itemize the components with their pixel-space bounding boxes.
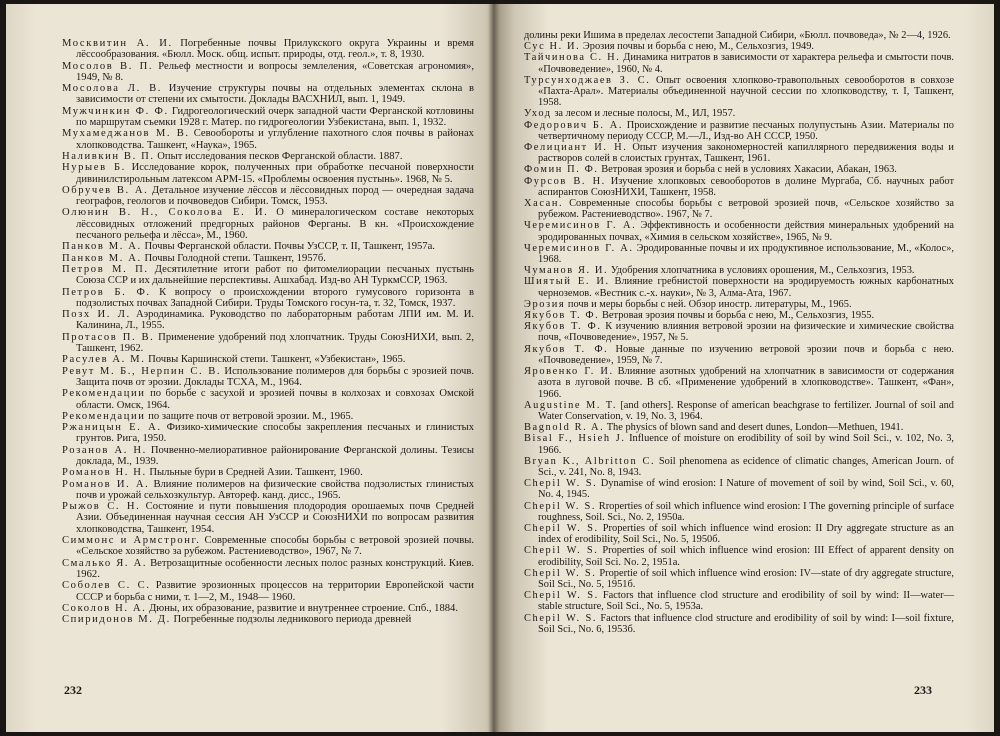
bibliography-entry — [524, 243, 954, 265]
entry-text: Почвы Ферганской области. Почвы УзССР, т. II, Ташкент, 1957а. — [144, 241, 435, 253]
entry-author: Наливкин В. П. — [62, 150, 155, 162]
entry-text: Пыльные бури в Средней Азии. Ташкент, 1960. — [149, 467, 363, 479]
entry-text: Использование полимеров для борьбы с эрозией почв. Защита почв от эрозии. Доклады ТСХА, М., 1964. — [76, 365, 474, 388]
entry-author: Chepil W. S. — [524, 590, 599, 602]
entry-author: Шиятый Е. И. — [524, 276, 610, 288]
entry-author: Ржаницын Е. А. — [62, 422, 162, 434]
bibliography-entry — [62, 535, 474, 558]
entry-text: почв и меры борьбы с ней. Обзор иностр. литературы, М., 1965. — [567, 298, 852, 310]
entry-author: Турсунходжаев З. С. — [524, 74, 651, 86]
entry-author: Чуманов Я. И. — [524, 265, 609, 277]
bibliography-entry — [524, 456, 954, 478]
entry-text: [and others]. Response of american beachgrase to fertilizer. Journal of soil and Water Conservation, v. 19, No. 3, 1964. — [538, 399, 954, 422]
bibliography-entry — [524, 108, 954, 119]
bibliography-entry — [62, 614, 474, 625]
entry-text: Удобрения хлопчатника в условиях орошения, М., Сельхозгиз, 1953. — [610, 265, 915, 277]
entry-text: К вопросу о происхождении второго гумусового горизонта в подзолистых почвах Западной Сибири. Труды Томского госун-та, т. 32, Томск, 1937. — [76, 286, 474, 309]
bibliography-entry — [524, 523, 954, 545]
entry-text: Soil phenomena as ecidence of climatic changes, American Journ. of Sci., v. 241, No. 8, 1943. — [538, 455, 954, 478]
entry-author: Chepil W. S. — [524, 522, 599, 534]
bibliography-entry — [62, 61, 474, 84]
entry-text: Севообороты и углубление пахотного слоя почвы в районах хлопководства. Ташкент, «Наука», 1965. — [76, 128, 474, 151]
entry-text: Почвы Каршинской степи. Ташкент, «Узбекистан», 1965. — [148, 354, 406, 366]
bibliography-entry — [62, 207, 474, 241]
entry-text: Ветрозащитные особенности лесных полос разных конструкций. Киев. 1962. — [76, 557, 474, 580]
bibliography-entry — [62, 83, 474, 106]
entry-text: по защите почв от ветровой эрозии. М., 1965. — [148, 410, 354, 422]
entry-author: Розанов А. Н. — [62, 444, 147, 456]
entry-author: Обручев В. А. — [62, 184, 149, 196]
entry-author: Федорович Б. А. — [524, 119, 624, 131]
bibliography-entry — [524, 52, 954, 74]
entry-text: Гидрогеологический очерк западной части Ферганской котловины по маршрутам съемки 1928 г. Матер. по гидрогеологии Узбекистана, вып. 1, 1932. — [76, 105, 474, 129]
entry-text: Почвы Голодной степи. Ташкент, 1957б. — [144, 252, 326, 264]
entry-author: Тайчинова С. Н. — [524, 52, 621, 64]
entry-text: Динамика нитратов в зависимости от характера рельефа и смытости почв. «Почвоведение», 1960, № 4. — [538, 52, 954, 75]
bibliography-entry — [524, 120, 954, 142]
entry-text: Физико-химические способы закрепления песчаных и глинистых грунтов. Рига, 1950. — [76, 422, 474, 445]
entry-text: Опыт освоения хлопково-травопольных севооборотов в совхозе «Пахта-Арал». Материалы объединенной научной сессии по хлопководству, т. I, Ташкент, 1958. — [538, 74, 954, 109]
entry-text: Происхождение и развитие песчаных полупустынь Азии. Материалы по четвертичному периоду СССР, М.—Л., Изд-во АН СССР, 1950. — [538, 119, 954, 142]
bibliography-list — [62, 38, 474, 625]
bibliography-entry — [62, 467, 474, 478]
bibliography-entry — [62, 445, 474, 468]
bibliography-entry — [524, 41, 954, 52]
entry-text: Изучение хлопковых севооборотов в долине Мургаба, Сб. научных работ аспирантов СоюзНИХИ, Ташкент, 1958. — [538, 175, 954, 198]
entry-text: Propertie of soil which influence wind erosion: IV—state of dry aggregate structure, Soil Sci., No. 5, 1951б. — [538, 567, 954, 590]
entry-author: Сус Н. И. — [524, 41, 581, 53]
entry-text: Погребенные подзолы ледникового периода древней — [173, 614, 412, 626]
entry-text: Современные способы борьбы с ветровой эрозией почвы. «Сельское хозяйство за рубежом. Растениеводство», 1967, № 7. — [76, 535, 475, 558]
entry-author: Смалько Я. А. — [62, 557, 148, 569]
bibliography-entry — [62, 354, 474, 365]
bibliography-entry — [524, 176, 954, 198]
page-number: 232 — [64, 683, 82, 697]
entry-author: Симмонс и Армстронг. — [62, 535, 201, 547]
entry-author: Романов И. А. — [62, 478, 150, 490]
bibliography-entry — [62, 264, 474, 287]
entry-text: Влияние гребнистой поверхности на эродируемость южных карбонатных черноземов. «Вестник с.-х. науки», № 3, Алма-Ата, 1967. — [538, 276, 954, 299]
bibliography-entry — [524, 198, 954, 220]
entry-text: Погребенные почвы Прилукского округа Украины и время лёссообразования. «Бюлл. Моск. общ. испыт. природы, отд. геол.», т. 8, 1930. — [76, 38, 474, 61]
entry-author: Москвитин А. И. — [62, 38, 173, 49]
bibliography-entry — [524, 366, 954, 400]
entry-author: Фомин П. Ф. — [524, 164, 599, 176]
entry-text: Factors that influence clod structure and erodibility of soil by wind: I—soil fixture, Soil Sci., No. 6, 1953б. — [538, 612, 954, 635]
entry-author: Уход — [524, 108, 552, 120]
bibliography-entry — [524, 590, 954, 612]
entry-author: Якубов Т. Ф. — [524, 310, 600, 322]
bibliography-entry — [524, 276, 954, 298]
entry-text: Применение удобрений под хлопчатник. Труды СоюзНИХИ, вып. 2, Ташкент, 1962. — [76, 331, 474, 355]
bibliography-list — [524, 30, 954, 635]
entry-author: Рекомендации — [62, 388, 146, 400]
entry-text: по борьбе с засухой и эрозией почвы в колхозах и совхозах Омской области. Омск, 1964. — [76, 388, 474, 411]
bibliography-entry — [524, 422, 954, 433]
bibliography-entry — [524, 220, 954, 242]
entry-author: Позх И. Л. — [62, 309, 131, 321]
entry-author: Олюнин В. Н., Соколова Е. И. — [62, 207, 269, 219]
entry-text: Эффективность и особенности действия минеральных удобрений на эродированных почвах, «Химия в сельском хозяйстве», 1965, № 9. — [538, 220, 955, 243]
entry-author: Bagnold R. A. — [524, 422, 605, 434]
bibliography-entry — [62, 309, 474, 332]
entry-text: Развитие эрозионных процессов на территории Европейской части СССР и борьба с ними, т. 1—2, М., 1948— 1960. — [76, 580, 474, 603]
entry-text: Factors that influence clod structure and erodibility of soil by wind: II—water—stable structure, Soil Sci., No. 5, 1953a. — [538, 590, 954, 613]
entry-author: Мосолова Л. В. — [62, 83, 163, 95]
entry-text: Аэродинамика. Руководство по лабораторным работам ЛПИ им. М. И. Калинина, Л., 1955. — [76, 309, 475, 332]
entry-author: Протасов П. В. — [62, 331, 155, 343]
entry-text: Состояние и пути повышения плодородия орошаемых почв Средней Азии. Объединенная научная сессия АН УзССР и СоюзНИХИ по вопросам развития хлопководства, Ташкент, 1954. — [76, 501, 474, 535]
entry-author: Фурсов В. Н. — [524, 175, 606, 187]
entry-text: Новые данные по изучению ветровой эрозии почв и борьба с нею. «Почвоведение», 1959, № 7. — [538, 343, 955, 366]
entry-text: Влияние азотных удобрений на хлопчатник в зависимости от содержания азота в луговой почве. В сб. «Применение удобрений в хлопководстве». Ташкент, «Фан», 1966. — [538, 366, 955, 400]
bibliography-entry — [62, 241, 474, 252]
entry-author: Bryan K., Albritton C. — [524, 455, 656, 467]
entry-text: О минералогическом составе некоторых лёссовидных отложений предгорных районов Ферганы. В кн. «Происхождение песчаного рельефа и лёсса», М., 1960. — [76, 207, 475, 242]
bibliography-entry — [62, 580, 474, 603]
entry-text: Опыт исследования песков Ферганской области. 1887. — [157, 150, 403, 162]
entry-author: Нурыев Б. — [62, 162, 126, 174]
bibliography-entry — [62, 479, 474, 502]
entry-author: Chepil W. S. — [524, 612, 598, 624]
entry-author: Хасан. — [524, 198, 564, 210]
bibliography-entry — [62, 106, 474, 129]
bibliography-entry — [62, 501, 474, 535]
entry-author: Chepil W. S. — [524, 478, 598, 490]
bibliography-entry — [62, 558, 474, 581]
bibliography-entry — [62, 185, 474, 208]
entry-author: Яровенко Г. И. — [524, 366, 614, 378]
bibliography-entry — [62, 287, 474, 310]
entry-author: Черемисинов Г. А. — [524, 242, 634, 254]
bibliography-entry — [524, 568, 954, 590]
entry-text: Properties of soil which influence wind erosion: III Effect of apparent density on erodibility, Soil Sci. No. 2, 1951a. — [538, 545, 954, 568]
entry-author: Augustine M. T. — [524, 399, 618, 411]
entry-author: Chepil W. S. — [524, 500, 597, 512]
bibliography-entry — [62, 128, 474, 151]
entry-author: Фелициант И. Н. — [524, 142, 628, 154]
bibliography-entry — [524, 265, 954, 276]
bibliography-entry — [524, 142, 954, 164]
entry-author: Эрозия — [524, 298, 566, 310]
entry-text: за лесом и лесные полосы, М., ИЛ, 1957. — [554, 108, 736, 120]
entry-text: Влияние полимеров на физические свойства подзолистых глинистых почв и урожай сельхозкультур. Автореф. канд. дисс., 1965. — [76, 478, 474, 501]
entry-text: Опыт изучения закономерностей капиллярного передвижения воды и растворов солей в слоистых грунтах, Ташкент, 1961. — [538, 142, 954, 165]
entry-text: Dynamise of wind erosion: I Nature of movement of soil by wind, Soil Sci., v. 60, No. 4, 1945. — [538, 478, 954, 501]
entry-author: Панков М. А. — [62, 241, 142, 253]
bibliography-entry — [62, 38, 474, 61]
entry-author: Рыжов С. Н. — [62, 501, 141, 513]
bibliography-entry — [524, 344, 954, 366]
bibliography-entry — [62, 603, 474, 614]
entry-text: Десятилетние итоги работ по фитомелиорации песчаных пустынь Союза ССР и их дальнейшие перспективы. Ашхабад. Изд-во АН ТуркмССР, 1963. — [76, 263, 475, 287]
entry-author: Якубов Т. Ф. — [524, 343, 609, 355]
bibliography-entry — [524, 400, 954, 422]
bibliography-entry — [524, 321, 954, 343]
bibliography-entry — [524, 75, 954, 109]
entry-text: Исследование корок, полученных при обработке песчаной поверхности дивинилстирольным латексом АРМ-15. «Проблемы освоения пустынь». 1968, № 5. — [76, 162, 474, 185]
entry-author: Рекомендации — [62, 410, 146, 422]
entry-text: Ветровая эрозия почвы и борьба с нею, М., Сельхозгиз, 1955. — [602, 310, 875, 322]
entry-text: Influence of moisture on erodibility of soil by wind Soil Sci., v. 102, No. 3, 1966. — [538, 433, 954, 456]
bibliography-entry — [524, 164, 954, 175]
entry-text: Эрозия почвы и борьба с нею, М., Сельхозгиз, 1949. — [582, 41, 815, 53]
entry-text: Ветровая эрозия и борьба с ней в условиях Хакасии, Абакан, 1963. — [601, 164, 897, 176]
entry-text: К изучению влияния ветровой эрозии на физические и химические свойства почв, «Почвоведение», 1957, № 5. — [538, 321, 954, 344]
entry-author: Мосолов В. П. — [62, 60, 154, 72]
entry-author: Петров Б. Ф. — [62, 286, 151, 298]
entry-author: Петров М. П. — [62, 263, 149, 275]
entry-author: Расулев А. М. — [62, 354, 146, 366]
entry-text: The physics of blown sand and desert dunes, London—Methuen, 1941. — [606, 422, 904, 434]
entry-author: Мухамеджанов М. В. — [62, 128, 190, 140]
bibliography-entry — [524, 433, 954, 455]
entry-text: Эродированные почвы и их продуктивное использование, М., «Колос», 1968. — [538, 242, 954, 266]
bibliography-entry — [62, 151, 474, 162]
entry-author: Chepil W. S. — [524, 567, 597, 579]
bibliography-entry — [524, 310, 954, 321]
bibliography-entry — [524, 30, 954, 41]
entry-author: Соболев С. С. — [62, 580, 151, 592]
entry-text: Детальное изучение лёссов и лёссовидных пород — очередная задача географов, геологов и почвоведов Сибири. Томск, 1953. — [76, 184, 475, 208]
entry-text: Дюны, их образование, развитие и внутреннее строение. Спб., 1884. — [149, 602, 458, 614]
entry-text: Изучение структуры почвы на отдельных элементах склона в зависимости от степени их смытости. Доклады ВАСХНИЛ, вып. 1, 1949. — [76, 83, 475, 106]
entry-author: Якубов Т. Ф. — [524, 321, 602, 333]
book-spread — [6, 4, 994, 732]
entry-text: Рельеф местности и вопросы землеления, «Советская агрономия», 1949, № 8. — [76, 60, 474, 83]
bibliography-entry — [524, 613, 954, 635]
entry-text: долины реки Ишима в пределах лесостепи Западной Сибири, «Бюлл. почвоведа», № 2—4, 1926. — [524, 30, 951, 41]
entry-text: Properties of soil which influence wind erosion: II Dry aggregate structure as an index of erodibility, Soil Sci., No. 5, 1950б. — [538, 522, 954, 546]
right-page — [500, 4, 994, 732]
entry-text: Почвенно-мелиоративное районирование Ферганской долины. Тезисы доклада, М., 1939. — [76, 444, 474, 467]
entry-author: Панков М. А. — [62, 252, 142, 264]
bibliography-entry — [62, 332, 474, 355]
entry-author: Chepil W. S. — [524, 545, 599, 557]
entry-author: Мужчинкин Ф. Ф. — [62, 105, 169, 117]
bibliography-entry — [524, 478, 954, 500]
bibliography-entry — [62, 366, 474, 389]
left-page — [6, 4, 500, 732]
bibliography-entry — [524, 501, 954, 523]
bibliography-entry — [524, 299, 954, 310]
bibliography-entry — [62, 411, 474, 422]
bibliography-entry — [524, 545, 954, 567]
entry-text: Rroperties of soil which influence wind erosion: I The governing principle of surface roughness, Soil. Sci., No. 2, 1950a. — [538, 500, 954, 523]
bibliography-entry — [62, 253, 474, 264]
bibliography-entry — [62, 162, 474, 185]
entry-author: Bisal F., Hsieh J. — [524, 433, 626, 445]
entry-author: Соколов Н. А. — [62, 602, 147, 614]
entry-author: Спиридонов М. Д. — [62, 614, 171, 626]
bibliography-entry — [62, 422, 474, 445]
entry-author: Черемисинов Г. А. — [524, 220, 637, 232]
entry-author: Романов Н. Н. — [62, 467, 147, 479]
book-gutter — [488, 4, 500, 732]
page-number: 233 — [914, 683, 932, 697]
entry-text: Современные способы борьбы с ветровой эрозией почв, «Сельское хозяйство за рубежом. Растениеводство». 1967, № 7. — [538, 198, 954, 221]
bibliography-entry — [62, 388, 474, 411]
entry-author: Ревут М. Б., Нерпин С. В. — [62, 365, 222, 377]
